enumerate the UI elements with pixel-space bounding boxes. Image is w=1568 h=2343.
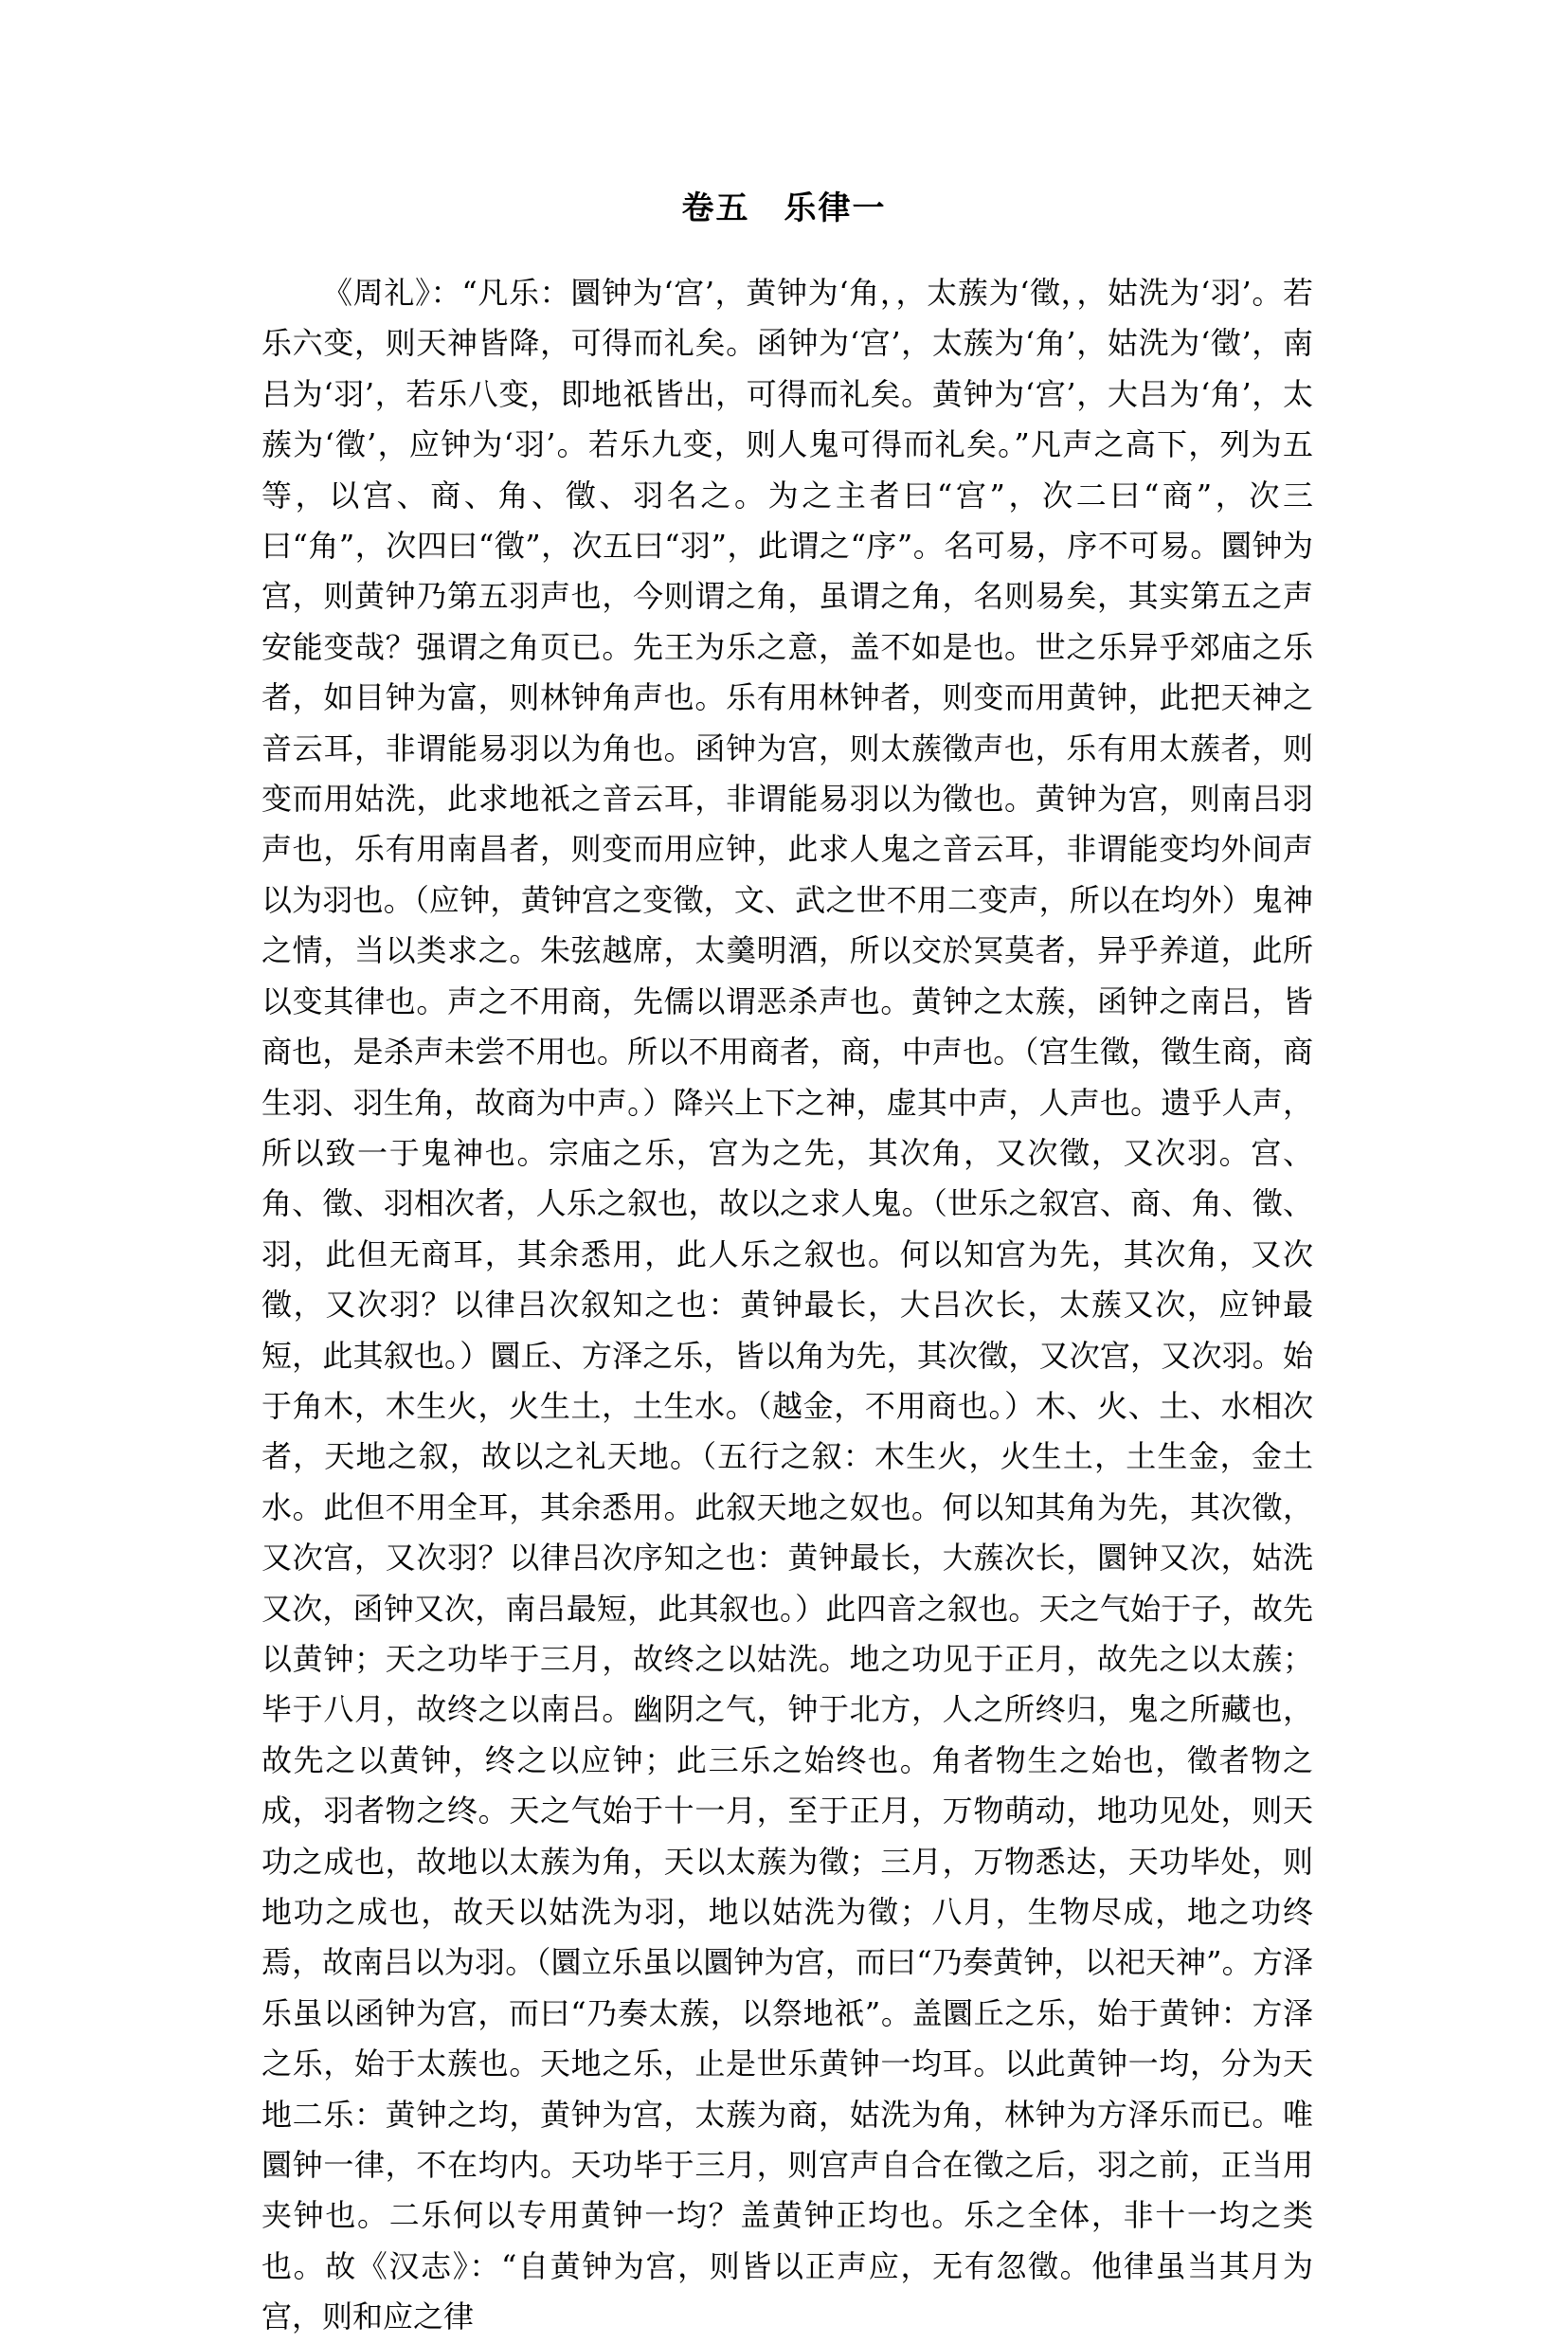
body-paragraph: 《周礼》：“凡乐：圜钟为‘宫’，黄钟为‘角，，太蔟为‘徵，，姑洗为‘羽’。若乐六变，则天神皆降，可得而礼矣。函钟为‘宫’，太蔟为‘角’，姑洗为‘徵’，南吕为‘羽’，若乐八变，即地祇皆出，可得而礼矣。黄钟为‘宫’，大吕为‘角’，太蔟为‘徵’，应钟为‘羽’。若乐九变，则人鬼可得而礼矣。”凡声之高下，列为五等，以宫、商、角、徵、羽名之。为之主者曰“宫”，次二曰“商”，次三曰“角”，次四曰“徵”，次五曰“羽”，此谓之“序”。名可易，序不可易。圜钟为宫，则黄钟乃第五羽声也，今则谓之角，虽谓之角，名则易矣，其实第五之声安能变哉？强谓之角页已。先王为乐之意，盖不如是也。世之乐异乎郊庙之乐者，如目钟为富，则林钟角声也。乐有用林钟者，则变而用黄钟，此把天神之音云耳，非谓能易羽以为角也。函钟为宫，则太蔟徵声也，乐有用太蔟者，则变而用姑洗，此求地祇之音云耳，非谓能易羽以为徵也。黄钟为宫，则南吕羽声也，乐有用南昌者，则变而用应钟，此求人鬼之音云耳，非谓能变均外间声以为羽也。（应钟，黄钟宫之变徵，文、武之世不用二变声，所以在均外）鬼神之情，当以类求之。朱弦越席，太羹明酒，所以交於冥莫者，异乎养道，此所以变其律也。声之不用商，先儒以谓恶杀声也。黄钟之太蔟，函钟之南吕，皆商也，是杀声未尝不用也。所以不用商者，商，中声也。（宫生徵，徵生商，商生羽、羽生角，故商为中声。）降兴上下之神，虚其中声，人声也。遗乎人声，所以致一于鬼神也。宗庙之乐，宫为之先，其次角，又次徵，又次羽。宫、角、徵、羽相次者，人乐之叙也，故以之求人鬼。（世乐之叙宫、商、角、徵、羽，此但无商耳，其余悉用，此人乐之叙也。何以知宫为先，其次角，又次徵，又次羽？以律吕次叙知之也：黄钟最长，大吕次长，太蔟又次，应钟最短，此其叙也。）圜丘、方泽之乐，皆以角为先，其次徵，又次宫，又次羽。始于角木，木生火，火生土，土生水。（越金，不用商也。）木、火、土、水相次者，天地之叙，故以之礼天地。（五行之叙：木生火，火生土，土生金，金土水。此但不用全耳，其余悉用。此叙天地之奴也。何以知其角为先，其次徵，又次宫，又次羽？以律吕次序知之也：黄钟最长，大蔟次长，圜钟又次，姑洗又次，函钟又次，南吕最短，此其叙也。）此四音之叙也。天之气始于子，故先以黄钟；天之功毕于三月，故终之以姑洗。地之功见于正月，故先之以太蔟；毕于八月，故终之以南吕。幽阴之气，钟于北方，人之所终归，鬼之所藏也，故先之以黄钟，终之以应钟；此三乐之始终也。角者物生之始也，徵者物之成，羽者物之终。天之气始于十一月，至于正月，万物萌动，地功见处，则天功之成也，故地以太蔟为角，天以太蔟为徵；三月，万物悉达，天功毕处，则地功之成也，故天以姑洗为羽，地以姑洗为徵；八月，生物尽成，地之功终焉，故南吕以为羽。（圜立乐虽以圜钟为宫，而曰“乃奏黄钟，以祀天神”。方泽乐虽以函钟为宫，而曰“乃奏太蔟，以祭地祇”。盖圜丘之乐，始于黄钟：方泽之乐，始于太蔟也。天地之乐，止是世乐黄钟一均耳。以此黄钟一均，分为天地二乐：黄钟之均，黄钟为宫，太蔟为商，姑洗为角，林钟为方泽乐而已。唯圜钟一律，不在均内。天功毕于三月，则宫声自合在徵之后，羽之前，正当用夹钟也。二乐何以专用黄钟一均？盖黄钟正均也。乐之全体，非十一均之类也。故《汉志》：“自黄钟为宫，则皆以正声应，无有忽徵。他律虽当其月为宫，则和应之律 [261,275,1313,2335]
chapter-title: 卷五 乐律一 [681,189,887,227]
